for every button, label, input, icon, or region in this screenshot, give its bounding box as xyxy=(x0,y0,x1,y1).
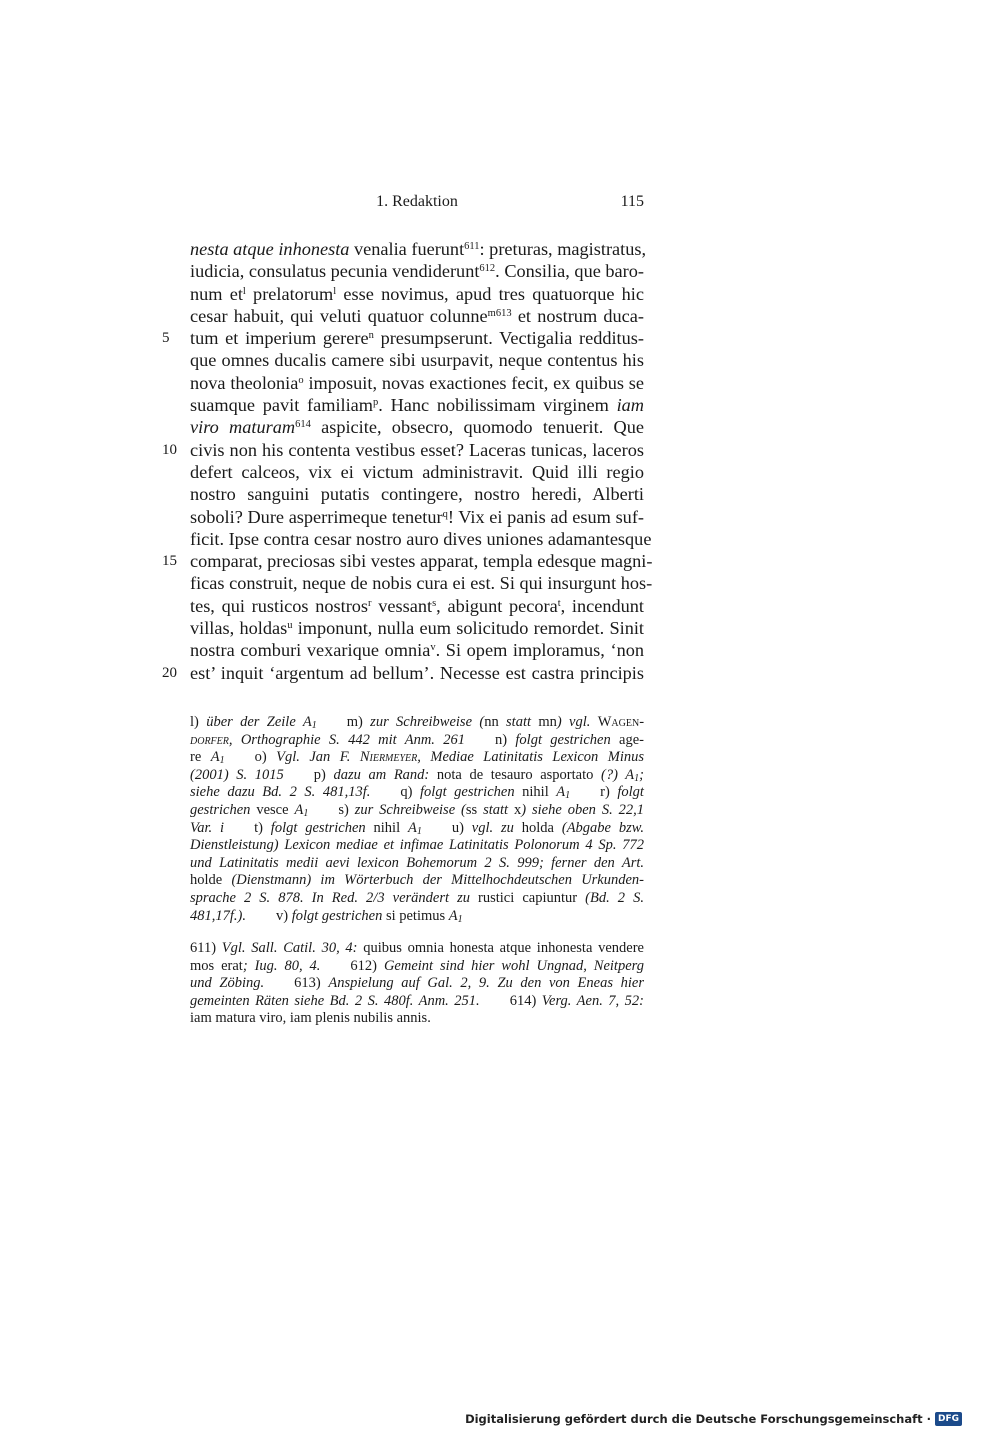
note-line: sprache 2 S. 878. In Red. 2/3 verändert zu rustici capiuntur (Bd. 2 S. xyxy=(190,889,644,906)
text-line-content: tum et imperium gerere$^n$ presumpserunt. Vectigalia redditus- xyxy=(190,328,644,349)
text-line xyxy=(190,349,644,371)
text-line-content: nostra comburi vexarique omnia$^v$. Si opem imploramus, ‘non xyxy=(190,640,644,661)
text-line-content: est’ inquit ‘argentum ad bellum’. Necesse est castra principis xyxy=(190,662,644,683)
text-line-content: iudicia, consulatus pecunia vendiderunt$^{612}$. Consilia, que baro- xyxy=(190,261,644,282)
note-line: Dienstleistung) Lexicon mediae et infimae Latinitatis Polonorum 4 Sp. 772 xyxy=(190,837,644,854)
text-line-content: que omnes ducalis camere sibi usurpavit, neque contentus his xyxy=(190,350,644,371)
note-line: 481,17f.). v) folgt gestrichen si petimus $A_1$ xyxy=(190,907,463,925)
text-line-content: civis non his contenta vestibus esset? Laceras tunicas, laceros xyxy=(190,439,644,460)
text-line-content: nesta atque inhonesta venalia fuerunt$^{611}$: preturas, magistratus, xyxy=(190,239,647,259)
note-line: 611) Vgl. Sall. Catil. 30, 4: quibus omnia honesta atque inhonesta vendere xyxy=(190,940,644,956)
section-title: 1. Redaktion xyxy=(376,193,458,210)
page-number: 115 xyxy=(620,193,644,210)
line-number: 20 xyxy=(162,664,177,681)
text-line xyxy=(162,662,644,684)
text-line xyxy=(190,238,647,260)
text-line-content: nova theolonia$^o$ imposuit, novas exactiones fecit, ex quibus se xyxy=(190,372,645,393)
note-line: Var. i t) folgt gestrichen nihil $A_1$ u) vgl. zu holda (Abgabe bzw. xyxy=(190,819,644,837)
note-line: dorfer, Orthographie S. 442 mit Anm. 261 n) folgt gestrichen age- xyxy=(190,731,644,748)
text-line xyxy=(190,283,644,305)
running-header xyxy=(190,193,644,215)
note-line: gestrichen vesce $A_1$ s) zur Schreibweise (ss statt x) siehe oben S. 22,1 xyxy=(190,801,644,819)
note-line: holde (Dienstmann) im Wörterbuch der Mittelhochdeutschen Urkunden- xyxy=(190,872,645,889)
text-line xyxy=(190,416,644,438)
text-line xyxy=(190,483,644,505)
text-line-content: defert calceos, vix ei victum administravit. Quid illi regio xyxy=(190,461,644,482)
text-line-content: tes, qui rusticos nostros$^r$ vessant$^s$, abigunt pecora$^t$, incendunt xyxy=(190,595,644,616)
dfg-logo: DFG xyxy=(935,1412,962,1426)
note-line: und Latinitatis medii aevi lexicon Bohemorum 2 S. 999; ferner den Art. xyxy=(190,854,644,871)
note-line: siehe dazu Bd. 2 S. 481,13f. q) folgt gestrichen nihil $A_1$ r) folgt xyxy=(190,784,644,802)
note-line: re $A_1$ o) Vgl. Jan F. Niermeyer, Mediae Latinitatis Lexicon Minus xyxy=(190,749,645,767)
text-line xyxy=(190,260,644,282)
note-line: l) über der Zeile $A_1$ m) zur Schreibweise (nn statt mn) vgl. Wagen- xyxy=(190,714,645,731)
text-line xyxy=(190,639,644,661)
text-line-content: cesar habuit, qui veluti quatuor colunne$^{m613}$ et nostrum duca- xyxy=(190,305,644,326)
footer-text: Digitalisierung gefördert durch die Deutsche Forschungsgemeinschaft · xyxy=(465,1412,931,1426)
text-line-content: villas, holdas$^u$ imponunt, nulla eum solicitudo remordet. Sinit xyxy=(190,618,644,639)
text-line xyxy=(190,506,644,528)
note-line: iam matura viro, iam plenis nubilis annis. xyxy=(190,1010,431,1027)
text-line xyxy=(190,617,644,639)
main-text xyxy=(162,238,653,684)
note-line: (2001) S. 1015 p) dazu am Rand: nota de tesauro asportato (?) $A_1$; xyxy=(190,766,644,784)
text-line xyxy=(190,305,644,327)
text-line-content: num $et^l$ prelatorum$^l$ esse novimus, apud tres quatuorque hic xyxy=(190,283,644,304)
text-line xyxy=(190,372,644,394)
critical-apparatus xyxy=(190,714,644,925)
line-number: 15 xyxy=(162,553,177,570)
text-line-content: soboli? Dure asperrimeque tenetur$^q$! Vix ei panis ad esum suf- xyxy=(190,506,644,527)
line-number: 5 xyxy=(162,330,170,347)
text-line-content: comparat, preciosas sibi vestes apparat, templa edesque magni- xyxy=(190,551,653,572)
text-line-content: nostro sanguini putatis contingere, nostro heredi, Alberti xyxy=(190,484,644,505)
text-line xyxy=(162,327,644,349)
text-line-content: suamque pavit familiam$^p$. Hanc nobilissimam virginem iam xyxy=(190,395,644,416)
text-line-content: ficas construit, neque de nobis cura ei est. Si qui insurgunt hos- xyxy=(190,573,653,594)
text-line xyxy=(162,439,644,461)
note-line: gemeinten Räten siehe Bd. 2 S. 480f. Anm. 251. 614) Verg. Aen. 7, 52: xyxy=(190,992,645,1009)
note-line: mos erat; Iug. 80, 4. 612) Gemeint sind hier wohl Ungnad, Neitperg xyxy=(190,957,644,974)
note-line: und Zöbing. 613) Anspielung auf Gal. 2, 9. Zu den von Eneas hier xyxy=(190,975,644,992)
text-line xyxy=(190,461,644,483)
text-line xyxy=(190,394,644,416)
text-line xyxy=(190,528,652,550)
text-line-content: ficit. Ipse contra cesar nostro auro dives uniones adamantesque xyxy=(190,528,652,549)
text-line-content: viro maturam$^{614}$ aspicite, obsecro, quomodo tenuerit. Que xyxy=(190,417,645,438)
commentary-notes xyxy=(190,940,644,1028)
text-line xyxy=(162,550,653,572)
line-number: 10 xyxy=(162,441,177,458)
text-line xyxy=(190,595,644,617)
funding-footer xyxy=(465,1411,962,1427)
text-line xyxy=(190,572,653,594)
